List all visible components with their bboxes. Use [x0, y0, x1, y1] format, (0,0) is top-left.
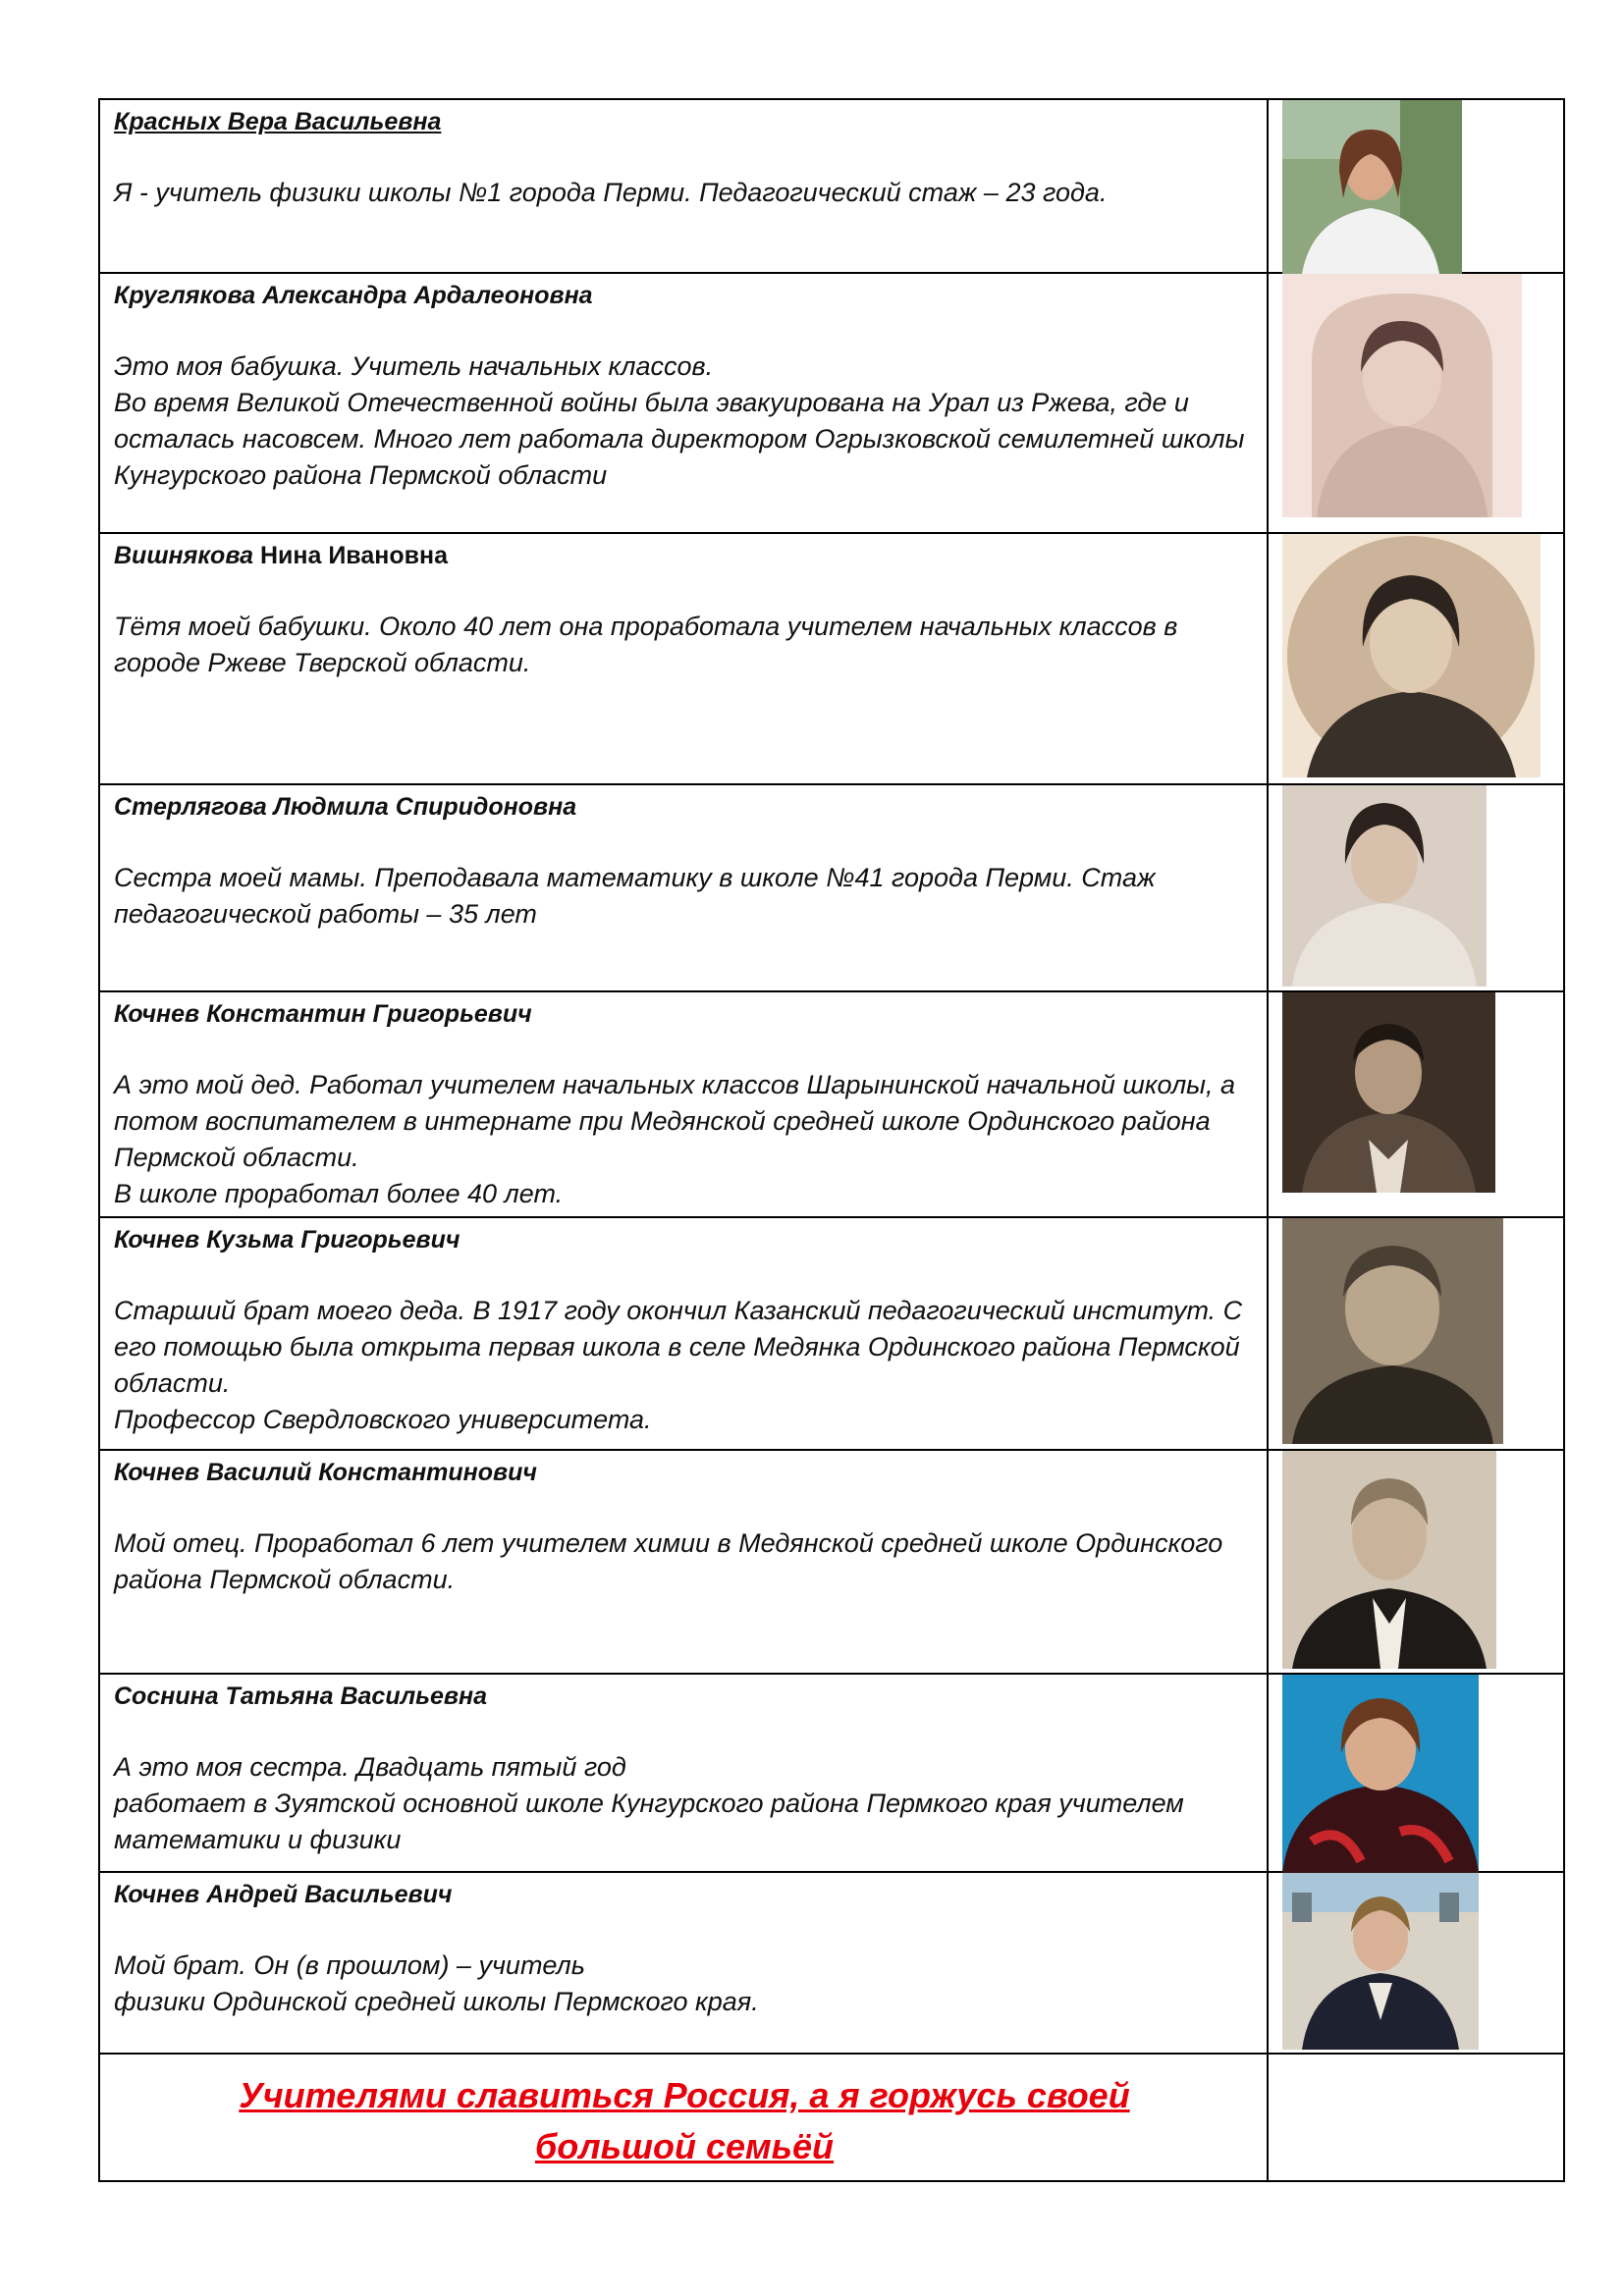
portrait-photo — [1282, 100, 1462, 274]
person-description: Мой отец. Проработал 6 лет учителем химии в Медянской средней школе Ординского района Пермской области. — [114, 1528, 1223, 1594]
entry-text-cell — [99, 784, 1268, 991]
entry-photo-cell — [1268, 533, 1564, 784]
portrait-photo — [1282, 274, 1522, 517]
portrait-photo — [1282, 992, 1495, 1193]
person-name: Стерлягова Людмила Спиридоновна — [114, 793, 577, 821]
table-row — [99, 533, 1564, 784]
entry-photo-cell — [1268, 1674, 1564, 1872]
entry-text-cell — [99, 99, 1268, 273]
entry-text-cell — [99, 1674, 1268, 1872]
table-row — [99, 2054, 1564, 2181]
closing-motto — [114, 2060, 1255, 2176]
person-description: А это мой дед. Работал учителем начальных классов Шарынинской начальной школы, а потом воспитателем в интернате при Медянской средней школе Ординского района Пермской области. В школе проработал более 40 лет. — [114, 1070, 1236, 1208]
person-name: Круглякова Александра Ардалеоновна — [114, 282, 593, 309]
table-row — [99, 784, 1564, 991]
person-given-names: Нина Ивановна — [253, 542, 448, 569]
portrait-photo — [1282, 785, 1487, 987]
portrait-photo — [1282, 1218, 1503, 1444]
document-page — [98, 98, 1536, 2182]
entry-photo-cell — [1268, 1872, 1564, 2054]
person-description: Я - учитель физики школы №1 города Перми. Педагогический стаж – 23 года. — [114, 178, 1108, 207]
entry-text-cell — [99, 1872, 1268, 2054]
person-description: Сестра моей мамы. Преподавала математику в школе №41 города Перми. Стаж педагогической работы – 35 лет — [114, 863, 1156, 929]
entry-photo-cell — [1268, 1217, 1564, 1450]
person-name: Красных Вера Васильевна — [114, 108, 442, 135]
person-surname: Вишнякова — [114, 542, 253, 569]
table-row — [99, 1872, 1564, 2054]
motto-line-1: Учителями славиться Россия, а я горжусь своей — [239, 2075, 1130, 2115]
person-name: Кочнев Кузьма Григорьевич — [114, 1226, 460, 1254]
person-description: Тётя моей бабушки. Около 40 лет она проработала учителем начальных классов в городе Ржеве Тверской области. — [114, 612, 1178, 677]
table-row — [99, 1674, 1564, 1872]
person-name — [114, 540, 1255, 571]
table-row — [99, 1217, 1564, 1450]
entry-text-cell — [99, 273, 1268, 533]
entry-text-cell — [99, 991, 1268, 1217]
table-row — [99, 99, 1564, 273]
person-name: Кочнев Константин Григорьевич — [114, 1000, 532, 1028]
entry-photo-cell — [1268, 991, 1564, 1217]
entry-photo-cell — [1268, 1450, 1564, 1674]
family-teachers-table — [98, 98, 1565, 2182]
person-name: Кочнев Василий Константинович — [114, 1459, 537, 1486]
entry-photo-cell — [1268, 99, 1564, 273]
table-row — [99, 1450, 1564, 1674]
entry-text-cell — [99, 1450, 1268, 1674]
portrait-photo — [1282, 1675, 1479, 1873]
portrait-photo — [1282, 1873, 1479, 2050]
table-row — [99, 991, 1564, 1217]
entry-photo-cell — [1268, 273, 1564, 533]
motto-line-2: большой семьёй — [534, 2126, 835, 2166]
person-description: Старший брат моего деда. В 1917 году окончил Казанский педагогический институт. С его помощью была открыта первая школа в селе Медянка Ординского района Пермской области. Профессор Свердловского университета. — [114, 1296, 1243, 1434]
motto-cell — [99, 2054, 1268, 2181]
portrait-photo — [1282, 534, 1541, 777]
person-description: А это моя сестра. Двадцать пятый год работает в Зуятской основной школе Кунгурского района Пермкого края учителем математики и физики — [114, 1752, 1184, 1854]
entry-text-cell — [99, 533, 1268, 784]
person-description: Мой брат. Он (в прошлом) – учитель физики Ординской средней школы Пермского края. — [114, 1950, 759, 2016]
person-name: Соснина Татьяна Васильевна — [114, 1682, 488, 1710]
portrait-photo — [1282, 1451, 1496, 1669]
entry-text-cell — [99, 1217, 1268, 1450]
person-description: Это моя бабушка. Учитель начальных классов. Во время Великой Отечественной войны была эвакуирована на Урал из Ржева, где и осталась насовсем. Много лет работала директором Огрызковской семилетней школы Кунгурского района Пермской области — [114, 351, 1245, 490]
entry-photo-cell — [1268, 784, 1564, 991]
table-row — [99, 273, 1564, 533]
empty-cell — [1268, 2054, 1564, 2181]
person-name: Кочнев Андрей Васильевич — [114, 1881, 453, 1908]
